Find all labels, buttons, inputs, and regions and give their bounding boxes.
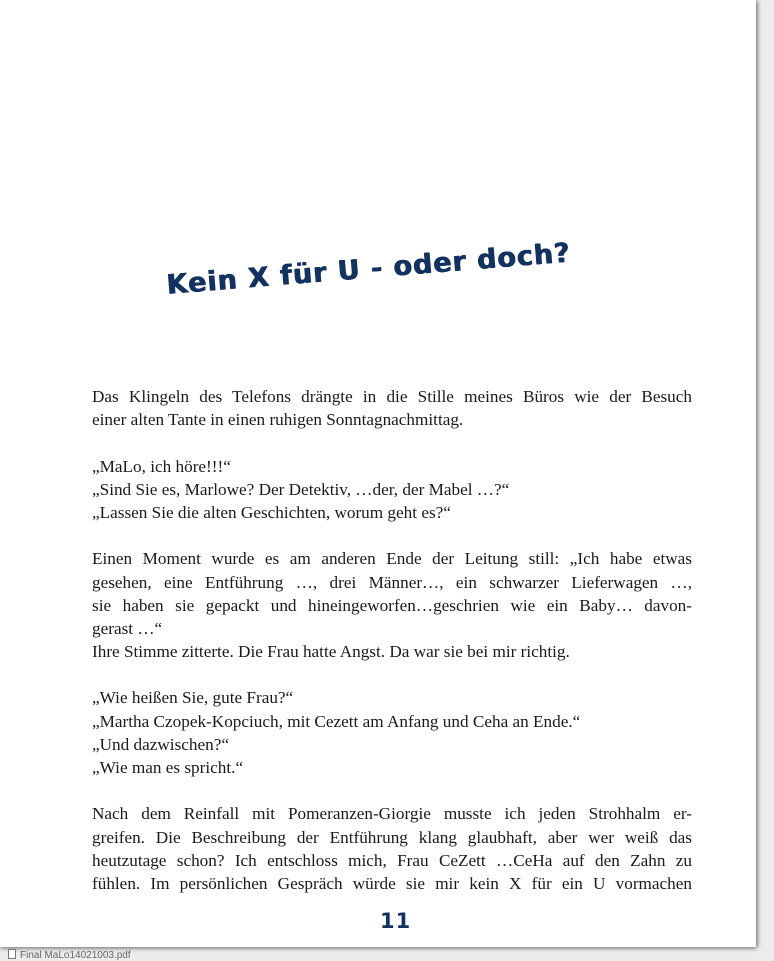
text-line: „Martha Czopek-Kopciuch, mit Cezett am Anfang und Ceha an Ende.“ [92, 711, 581, 731]
text-line: gerast …“ [92, 618, 163, 638]
paragraph [92, 686, 692, 779]
text-line: Das Klingeln des Telefons drängte in die Stille meines Büros wie der Besuch [92, 387, 692, 406]
text-line: greifen. Die Beschreibung der Entführung klang glaubhaft, aber wer weiß das [92, 827, 692, 847]
text-line: gesehen, eine Entführung …, drei Männer…, ein schwarzer Lieferwagen …, [92, 572, 692, 592]
document-icon [8, 949, 16, 959]
paragraph [92, 385, 692, 431]
paragraph [92, 802, 692, 895]
text-line: sie haben sie gepackt und hineingeworfen…geschrien wie ein Baby… davon- [92, 595, 692, 615]
text-line: „Wie heißen Sie, gute Frau?“ [92, 688, 294, 708]
text-line: fühlen. Im persönlichen Gespräch würde sie mir kein X für ein U vormachen [92, 873, 692, 893]
body-text [92, 385, 692, 895]
paragraph [92, 547, 692, 663]
text-line: „Und dazwischen?“ [92, 734, 229, 754]
text-line: „Wie man es spricht.“ [92, 758, 244, 777]
text-line: „Sind Sie es, Marlowe? Der Detektiv, …der, der Mabel …?“ [92, 479, 510, 499]
paragraph [92, 455, 692, 525]
text-line: Ihre Stimme zitterte. Die Frau hatte Angst. Da war sie bei mir richtig. [92, 642, 570, 662]
text-line: „MaLo, ich höre!!!“ [92, 456, 231, 476]
text-line: Nach dem Reinfall mit Pomeranzen-Giorgie musste ich jeden Strohhalm er- [92, 804, 692, 824]
text-line: heutzutage schon? Ich entschloss mich, Frau CeZett …CeHa auf den Zahn zu [92, 850, 692, 870]
file-name: Final MaLo14021003.pdf [20, 950, 131, 961]
pdf-file-label[interactable] [8, 949, 131, 961]
text-line: Einen Moment wurde es am anderen Ende der Leitung still: „Ich habe etwas [92, 549, 692, 569]
text-line: „Lassen Sie die alten Geschichten, worum geht es?“ [92, 502, 451, 522]
text-line: einer alten Tante in einen ruhigen Sonntagnachmittag. [92, 410, 464, 430]
chapter-title: Kein X für U - oder doch? [165, 237, 572, 301]
page-number: 11 [380, 909, 412, 933]
